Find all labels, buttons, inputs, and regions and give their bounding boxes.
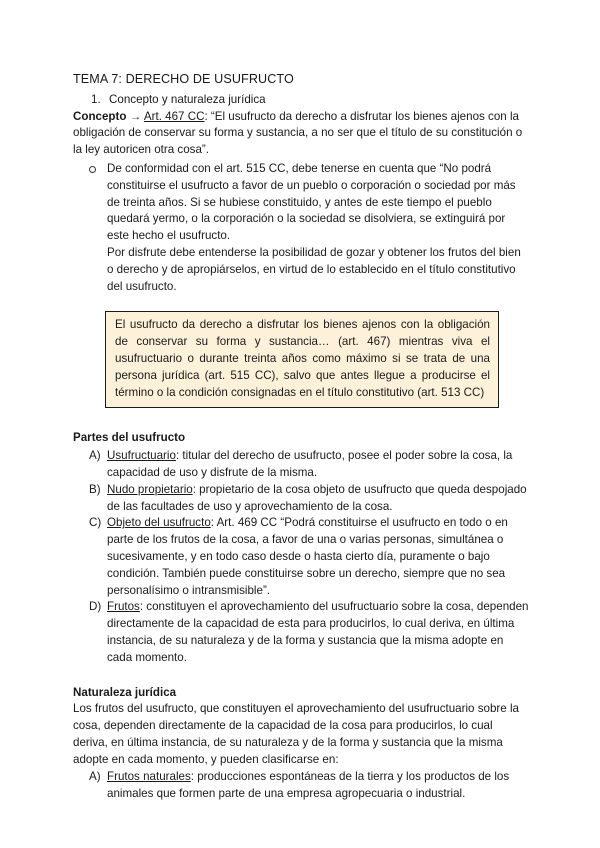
- arrow-icon: →: [129, 109, 142, 123]
- list-item: [73, 515, 529, 599]
- list-text: : constituyen el aprovechamiento del usufructuario sobre la cosa, dependen directamente de la capacidad de esta para producirlos, lo cual deriva, en última instancia, de su naturaleza y de la forma y sustancia que la misma adopte en cada momento.: [107, 600, 529, 664]
- document-content: [73, 71, 529, 803]
- naturaleza-paragraph: Los frutos del usufructo, que constituyen el aprovechamiento del usufructuario sobre la cosa, dependen directamente de la capacidad de la cosa para producirlos, lo cual deriva, en última instancia, de su naturaleza y de la forma y sustancia que la misma adopte en cada momento, y pueden clasificarse en:: [73, 702, 519, 766]
- hollow-circle-bullet-icon: [89, 166, 96, 173]
- bullet-item: [73, 161, 529, 245]
- naturaleza-heading: Naturaleza jurídica: [73, 685, 177, 699]
- article-ref: Art. 467 CC: [143, 109, 205, 123]
- concepto-text: : “El usufructo da derecho a disfrutar los bienes ajenos con la obligación de conservar su forma y sustancia, a no ser que el título de su constitución o la ley autoricen otra cosa”.: [73, 109, 523, 157]
- list-marker: A): [89, 770, 101, 784]
- concepto-paragraph: [73, 109, 529, 159]
- bullet-continuation: Por disfrute debe entenderse la posibilidad de gozar y obtener los frutos del bien o derecho y de apropiárselos, en virtud de lo establecido en el título constitutivo del usufructo.: [107, 245, 521, 293]
- bullet-text: De conformidad con el art. 515 CC, debe tenerse en cuenta que “No podrá constituirse el usufructo a favor de un pueblo o corporación o sociedad por más de treinta años. Si se hubiese constituido, y antes de este tiempo el pueblo quedará yermo, o la corporación o la sociedad se disolviera, se extinguirá por este hecho el usufructo.: [107, 161, 516, 243]
- list-term: Frutos naturales: [107, 770, 191, 784]
- summary-callout-box: [105, 311, 499, 408]
- list-text: : producciones espontáneas de la tierra y los productos de los animales que formen parte de una empresa agropecuaria o industrial.: [107, 770, 510, 801]
- list-term: Objeto del usufructo: [107, 516, 211, 530]
- list-text: : titular del derecho de usufructo, posee el poder sobre la cosa, la capacidad de uso y disfrute de la misma.: [107, 449, 513, 479]
- partes-list: [73, 448, 529, 666]
- partes-heading: Partes del usufructo: [73, 431, 186, 445]
- list-term: Nudo propietario: [107, 482, 193, 496]
- list-item: [73, 482, 529, 516]
- list-marker: C): [89, 516, 102, 530]
- outline-number: 1.: [91, 92, 101, 106]
- list-marker: A): [89, 449, 101, 463]
- list-item: [73, 599, 529, 666]
- page-title: TEMA 7: DERECHO DE USUFRUCTO: [73, 72, 294, 86]
- concepto-label: Concepto: [73, 109, 127, 123]
- list-marker: B): [89, 482, 101, 496]
- list-item: [73, 448, 529, 482]
- list-term: Usufructuario: [107, 449, 176, 463]
- outline-label: Concepto y naturaleza jurídica: [109, 92, 266, 106]
- outline-item: [73, 92, 529, 109]
- list-marker: D): [89, 600, 102, 614]
- naturaleza-list: [73, 769, 529, 803]
- list-text: : Art. 469 CC “Podrá constituirse el usufructo en todo o en parte de los frutos de la cosa, a favor de una o varias personas, simultánea o sucesivamente, y en todo caso desde o hasta cierto día, puramente o bajo condición. También puede constituirse sobre un derecho, siempre que no sea personalísimo o intransmisible”.: [107, 516, 508, 597]
- list-item: [73, 769, 529, 803]
- callout-text: El usufructo da derecho a disfrutar los bienes ajenos con la obligación de conservar su forma y sustancia… (art. 467) mientras viva el usufructuario o durante treinta años como máximo si se trata de una persona jurídica (art. 515 CC), salvo que antes llegue a producirse el término o la condición consignadas en el título constitutivo (art. 513 CC): [115, 318, 490, 399]
- list-text: : propietario de la cosa objeto de usufructo que queda despojado de las facultades de uso y aprovechamiento de la cosa.: [107, 482, 527, 513]
- list-term: Frutos: [107, 600, 140, 614]
